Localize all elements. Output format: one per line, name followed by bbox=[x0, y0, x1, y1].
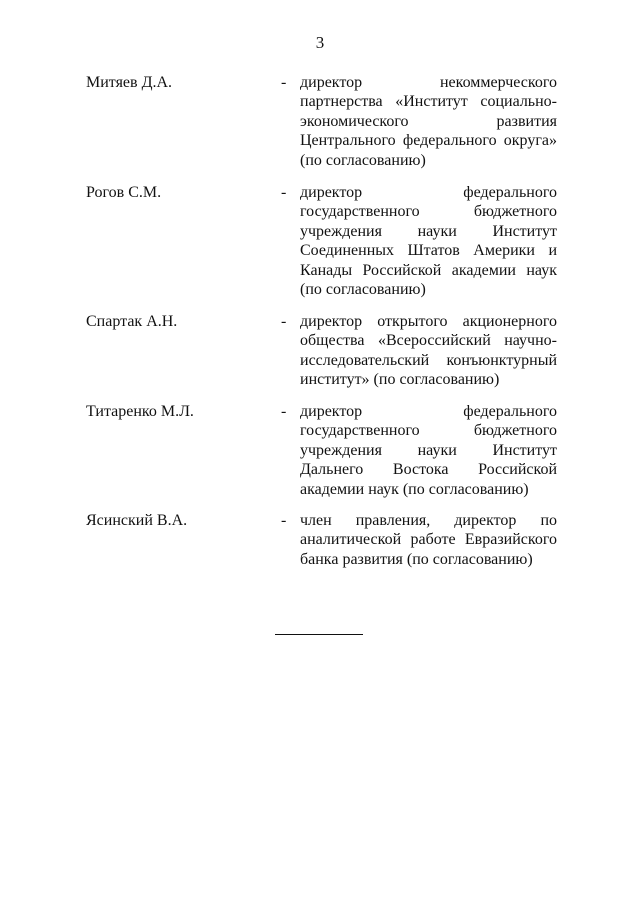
member-position: директор открытого акционерного общества «Всероссийский научно-исследовательский конъюнктурный институт» (по согласованию) bbox=[300, 313, 557, 389]
separator-dash: - bbox=[281, 313, 287, 330]
member-name: Титаренко М.Л. bbox=[86, 403, 194, 420]
member-entry bbox=[86, 402, 558, 499]
member-position: директор некоммерческого партнерства «Институт социально-экономического развития Центрального федерального округа» (по согласованию) bbox=[300, 74, 557, 169]
separator-dash: - bbox=[281, 74, 287, 91]
member-position: директор федерального государственного бюджетного учреждения науки Институт Дальнего Востока Российской академии наук (по согласованию) bbox=[300, 403, 557, 498]
member-name: Рогов С.М. bbox=[86, 184, 162, 201]
separator-dash: - bbox=[281, 403, 287, 420]
page-number: 3 bbox=[315, 33, 325, 52]
separator-dash: - bbox=[281, 184, 287, 201]
member-entry bbox=[86, 183, 558, 299]
member-entry bbox=[86, 511, 558, 569]
member-entry bbox=[86, 312, 558, 390]
member-entry bbox=[86, 73, 558, 170]
closing-rule bbox=[275, 634, 363, 635]
member-position: директор федерального государственного бюджетного учреждения науки Институт Соединенных Штатов Америки и Канады Российской академии наук (по согласованию) bbox=[300, 184, 557, 299]
member-name: Митяев Д.А. bbox=[86, 74, 173, 91]
member-position: член правления, директор по аналитической работе Евразийского банка развития (по согласованию) bbox=[300, 512, 557, 568]
member-name: Ясинский В.А. bbox=[86, 512, 188, 529]
separator-dash: - bbox=[281, 512, 287, 529]
member-name: Спартак А.Н. bbox=[86, 313, 178, 330]
